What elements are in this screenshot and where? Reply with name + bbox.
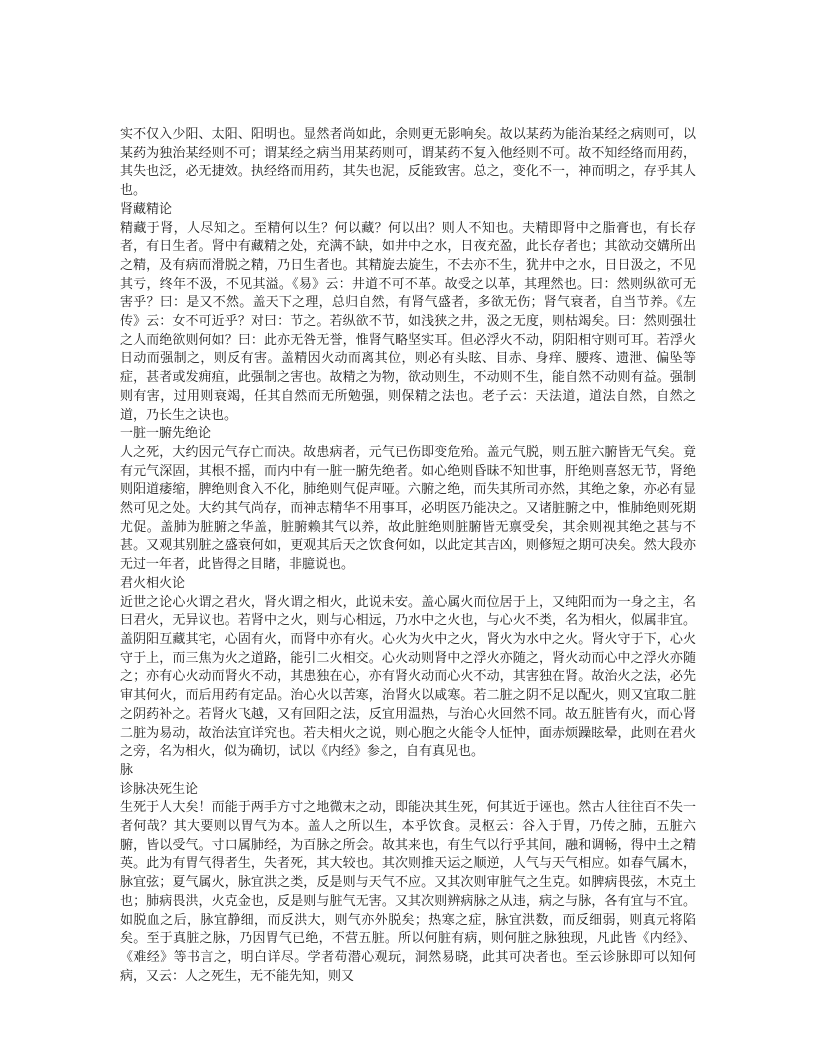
paragraph: 人之死，大约因元气存亡而决。故患病者，元气已伤即变危殆。盖元气脱，则五脏六腑皆无气矣。竟有元气深固，其根不摇，而内中有一脏一腑先绝者。如心绝则昏昧不知世事，肝绝则喜怒无节，肾绝则阳道痿缩，脾绝则食入不化，肺绝则气促声哑。六腑之绝，而失其所司亦然，其绝之象，亦必有显然可见之处。大约其气尚存，而神志精华不用事耳，必明医乃能决之。又诸脏腑之中，惟肺绝则死期尤促。盖肺为脏腑之华盖，脏腑赖其气以养，故此脏绝则脏腑皆无禀受矣，其余则视其绝之甚与不甚。又观其别脏之盛衰何如，更观其后天之饮食何如，以此定其吉凶，则修短之期可决矣。然大段亦无过一年者，此皆得之目睹，非臆说也。 xyxy=(120,444,696,573)
paragraph: 生死于人大矣！而能于两手方寸之地微末之动，即能决其生死，何其近于诬也。然古人往往百不失一者何哉？其大要则以胃气为本。盖人之所以生，本乎饮食。灵枢云：谷入于胃，乃传之肺，五脏六腑，皆以受气。寸口属肺经，为百脉之所会。故其来也，有生气以行乎其间，融和调畅，得中土之精英。此为有胃气得者生，失者死，其大较也。其次则推天运之顺逆，人气与天气相应。如春气属木，脉宜弦；夏气属火，脉宜洪之类，反是则与天气不应。又其次则审脏气之生克。如脾病畏弦，木克土也；肺病畏洪，火克金也，反是则与脏气无害。又其次则辨病脉之从违，病之与脉，各有宜与不宜。如脱血之后，脉宜静细，而反洪大，则气亦外脱矣；热寒之症，脉宜洪数，而反细弱，则真元将陷矣。至于真脏之脉，乃因胃气已绝，不营五脏。所以何脏有病，则何脏之脉独现，凡此皆《内经》、《难经》等书言之，明白详尽。学者苟潜心观玩，洞然易晓，此其可决者也。至云诊脉即可以知何病，又云：人之死生，无不能先知，则又 xyxy=(120,800,696,984)
paragraph: 实不仅入少阳、太阳、阳明也。显然者尚如此，余则更无影响矣。故以某药为能治某经之病则可，以某药为独治某经则不可；谓某经之病当用某药则可，谓某药不复入他经则不可。故不知经络而用药，其失也泛，必无捷效。执经络而用药，其失也泥，反能致害。总之，变化不一，神而明之，存乎其人也。 xyxy=(120,127,696,199)
section-heading: 君火相火论 xyxy=(120,575,186,591)
section-heading: 一脏一腑先绝论 xyxy=(120,426,212,442)
section-heading: 肾藏精论 xyxy=(120,201,173,217)
paragraph: 精藏于肾，人尽知之。至精何以生？何以藏？何以出？则人不知也。夫精即肾中之脂膏也，有长存者，有日生者。肾中有藏精之处，充满不缺，如井中之水，日夜充盈，此长存者也；其欲动交媾所出之精，及有病而滑脱之精，乃日生者也。其精旋去旋生，不去亦不生，犹井中之水，日日汲之，不见其亏，终年不汲，不见其溢。《易》云：井道不可不革。故受之以革，其理然也。曰：然则纵欲可无害乎？曰：是又不然。盖天下之理，总归自然，有肾气盛者，多欲无伤；肾气衰者，自当节养。《左传》云：女不可近乎？对曰：节之。若纵欲不节，如浅狭之井，汲之无度，则枯竭矣。曰：然则强壮之人而绝欲则何如？曰：此亦无咎无誉，惟肾气略坚实耳。但必浮火不动，阴阳相守则可耳。若浮火日动而强制之，则反有害。盖精因火动而离其位，则必有头眩、目赤、身痒、腰疼、遗泄、偏坠等症，甚者或发痈疽，此强制之害也。故精之为物，欲动则生，不动则不生，能自然不动则有益。强制则有害，过用则衰竭，任其自然而无所勉强，则保精之法也。老子云：天法道，道法自然，自然之道，乃长生之诀也。 xyxy=(120,220,696,423)
paragraph: 近世之论心火谓之君火，肾火谓之相火，此说未安。盖心属火而位居于上，又纯阳而为一身之主，名曰君火，无异议也。若肾中之火，则与心相远，乃水中之火也，与心火不类，名为相火，似属非宜。盖阴阳互藏其宅，心固有火，而肾中亦有火。心火为火中之火，肾火为水中之火。肾火守于下，心火守于上，而三焦为火之道路，能引二火相交。心火动则肾中之浮火亦随之，肾火动而心中之浮火亦随之；亦有心火动而肾火不动，其患独在心，亦有肾火动而心火不动，其害独在肾。故治火之法，必先审其何火，而后用药有定品。治心火以苦寒，治肾火以咸寒。若二脏之阴不足以配火，则又宜取二脏之阴药补之。若肾火飞越，又有回阳之法，反宜用温热，与治心火回然不同。故五脏皆有火，而心肾二脏为易动，故治法宜详究也。若夫相火之说，则心胞之火能令人怔忡，面赤烦躁眩晕，此则在君火之旁，名为相火，似为确切，试以《内经》参之，自有真见也。 xyxy=(120,594,696,760)
document-page xyxy=(120,126,696,986)
section-heading: 诊脉决死生论 xyxy=(120,781,199,797)
chapter-heading: 脉 xyxy=(120,762,134,778)
